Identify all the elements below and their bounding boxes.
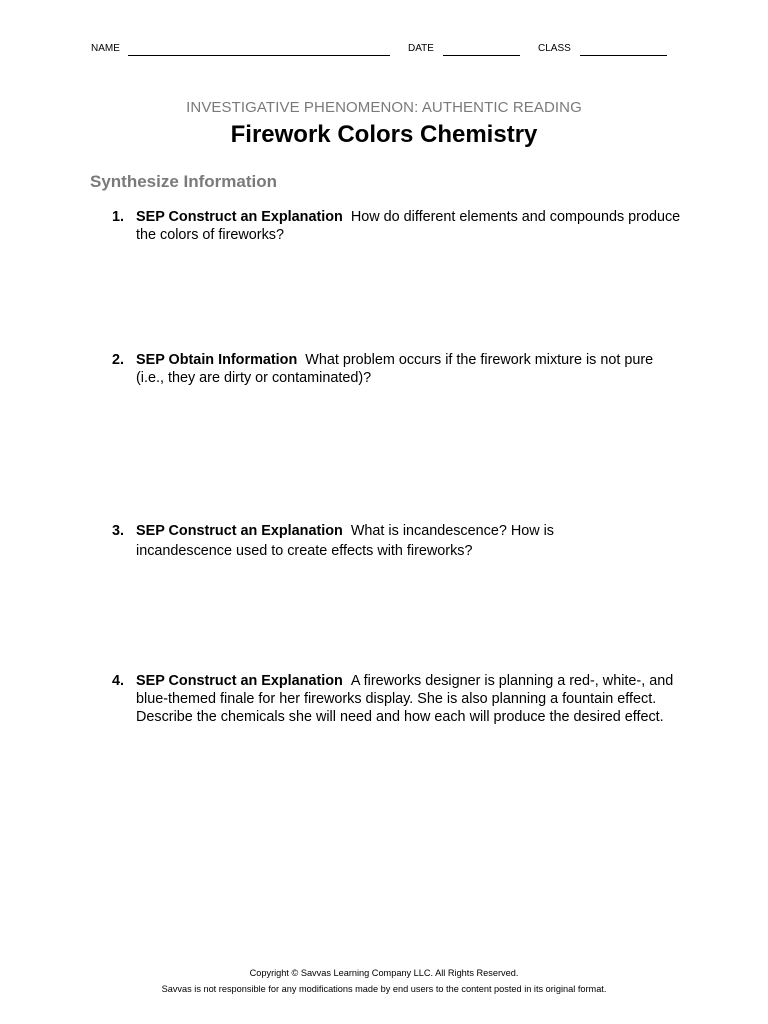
footer-disclaimer: Savvas is not responsible for any modifications made by end users to the content posted in its original format. <box>161 984 607 994</box>
question-number: 2. <box>112 352 125 368</box>
question-3 <box>112 521 582 561</box>
name-field[interactable] <box>128 55 390 56</box>
class-label: CLASS <box>538 43 571 54</box>
question-2 <box>112 351 682 387</box>
question-4 <box>112 672 677 726</box>
question-text: A fireworks designer is planning a red-, white-, and blue-themed finale for her fireworks display. She is also planning a fountain effect. Describe the chemicals she will need and how each will produce the desired effect. <box>136 673 674 725</box>
date-label: DATE <box>408 43 434 54</box>
question-text: What is incandescence? How is incandescence used to create effects with fireworks? <box>136 523 555 559</box>
page-title: Firework Colors Chemistry <box>230 121 538 148</box>
class-field[interactable] <box>580 55 667 56</box>
date-field[interactable] <box>443 55 520 56</box>
question-1 <box>112 208 682 244</box>
section-heading: Synthesize Information <box>90 172 278 191</box>
question-number: 3. <box>112 523 125 539</box>
question-label: SEP Construct an Explanation <box>136 523 343 539</box>
question-label: SEP Construct an Explanation <box>136 673 343 689</box>
question-text: What problem occurs if the firework mixture is not pure (i.e., they are dirty or contaminated)? <box>136 352 654 386</box>
name-label: NAME <box>91 43 120 54</box>
question-number: 4. <box>112 673 125 689</box>
page-kicker: INVESTIGATIVE PHENOMENON: AUTHENTIC READING <box>186 99 582 116</box>
question-label: SEP Construct an Explanation <box>136 209 343 225</box>
question-number: 1. <box>112 209 125 225</box>
question-text: How do different elements and compounds produce the colors of fireworks? <box>136 209 681 243</box>
footer-copyright: Copyright © Savvas Learning Company LLC. All Rights Reserved. <box>249 968 519 978</box>
question-label: SEP Obtain Information <box>136 352 298 368</box>
